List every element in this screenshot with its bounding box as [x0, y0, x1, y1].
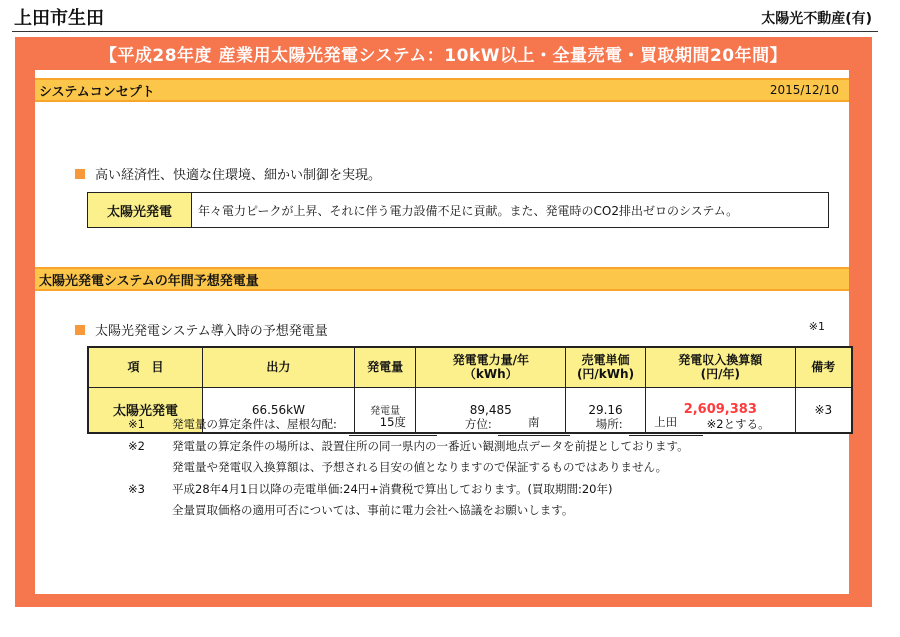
concept-section-bar — [35, 78, 849, 102]
cell-output: 66.56kW — [203, 387, 355, 433]
company-name: 太陽光不動産(有) — [761, 11, 872, 27]
header-generation: 発電量 — [354, 347, 416, 387]
footnotes — [128, 414, 770, 522]
note-ref-1: ※1 — [808, 320, 825, 333]
concept-text: 年々電力ピークが上昇、それに伴う電力設備不足に貢献。また、発電時のCO2排出ゼロのシステム。 — [198, 203, 739, 218]
footnote-3-line2: 全量買取価格の適用可否については、事前に電力会社へ協議をお願いします。 — [172, 503, 574, 517]
footnote-mark: ※3 — [128, 481, 145, 496]
header-annual-kwh: 発電電力量/年 （kWh） — [416, 347, 566, 387]
footnote-2-line1: 発電量の算定条件の場所は、設置住所の同一県内の一番近い観測地点データを前提としております。 — [172, 438, 689, 453]
footnote-2-cont — [128, 457, 770, 479]
annual-section-title: 太陽光発電システムの年間予想発電量 — [39, 273, 259, 289]
annual-section-bar — [35, 267, 849, 291]
footnote-3 — [128, 479, 770, 501]
cell-item: 太陽光発電 — [88, 387, 203, 433]
square-bullet-icon — [75, 169, 85, 179]
cell-revenue: 2,609,383 — [645, 387, 795, 433]
square-bullet-icon — [75, 325, 85, 335]
header-revenue: 発電収入換算額 (円/年) — [645, 347, 795, 387]
concept-box — [87, 192, 829, 228]
footnote-2 — [128, 436, 770, 458]
direction-label: 方位: — [464, 417, 492, 431]
header-item: 項 目 — [88, 347, 203, 387]
concept-bullet — [75, 164, 381, 183]
header-unit-price: 売電単価 (円/kWh) — [566, 347, 646, 387]
table-header-row — [88, 347, 852, 387]
footnote-3-cont — [128, 500, 770, 522]
footnote-1-tail: ※2とする。 — [706, 417, 770, 431]
cell-remarks: ※3 — [795, 387, 852, 433]
place-value: 上田 — [629, 414, 703, 436]
footnote-1 — [128, 414, 770, 436]
footnote-mark: ※1 — [128, 417, 145, 431]
header-output: 出力 — [203, 347, 355, 387]
footnote-3-line1: 平成28年4月1日以降の売電単価:24円+消費税で算出しております。(買取期間:20年) — [172, 481, 613, 496]
document-date: 2015/12/10 — [769, 83, 839, 97]
concept-bullet-text: 高い経済性、快適な住環境、細かい制御を実現。 — [95, 168, 382, 183]
annual-bullet-text: 太陽光発電システム導入時の予想発電量 — [95, 324, 328, 339]
annual-bullet — [75, 320, 328, 339]
banner-title: 【平成28年度 産業用太陽光発電システム：10kW以上・全量売電・買取期間20年間】 — [99, 45, 788, 66]
concept-label: 太陽光発電 — [88, 193, 192, 227]
place-label: 場所: — [595, 417, 623, 431]
footnote-1-text: 発電量の算定条件は、屋根勾配: — [172, 417, 337, 431]
direction-value: 南 — [498, 414, 570, 436]
cell-annual-kwh: 89,485 — [416, 387, 566, 433]
document-frame — [15, 37, 872, 607]
header-remarks: 備考 — [795, 347, 852, 387]
cell-generation: 発電量 — [354, 387, 416, 433]
footnote-mark: ※2 — [128, 438, 145, 453]
footnote-2-line2: 発電量や発電収入換算額は、予想される目安の値となりますので保証するものではありません。 — [172, 460, 668, 474]
roof-pitch-value: 15度 — [349, 414, 437, 436]
location-title: 上田市生田 — [14, 8, 104, 29]
concept-section-title: システムコンセプト — [39, 84, 155, 100]
header-divider — [12, 31, 878, 32]
cell-unit-price: 29.16 — [566, 387, 646, 433]
